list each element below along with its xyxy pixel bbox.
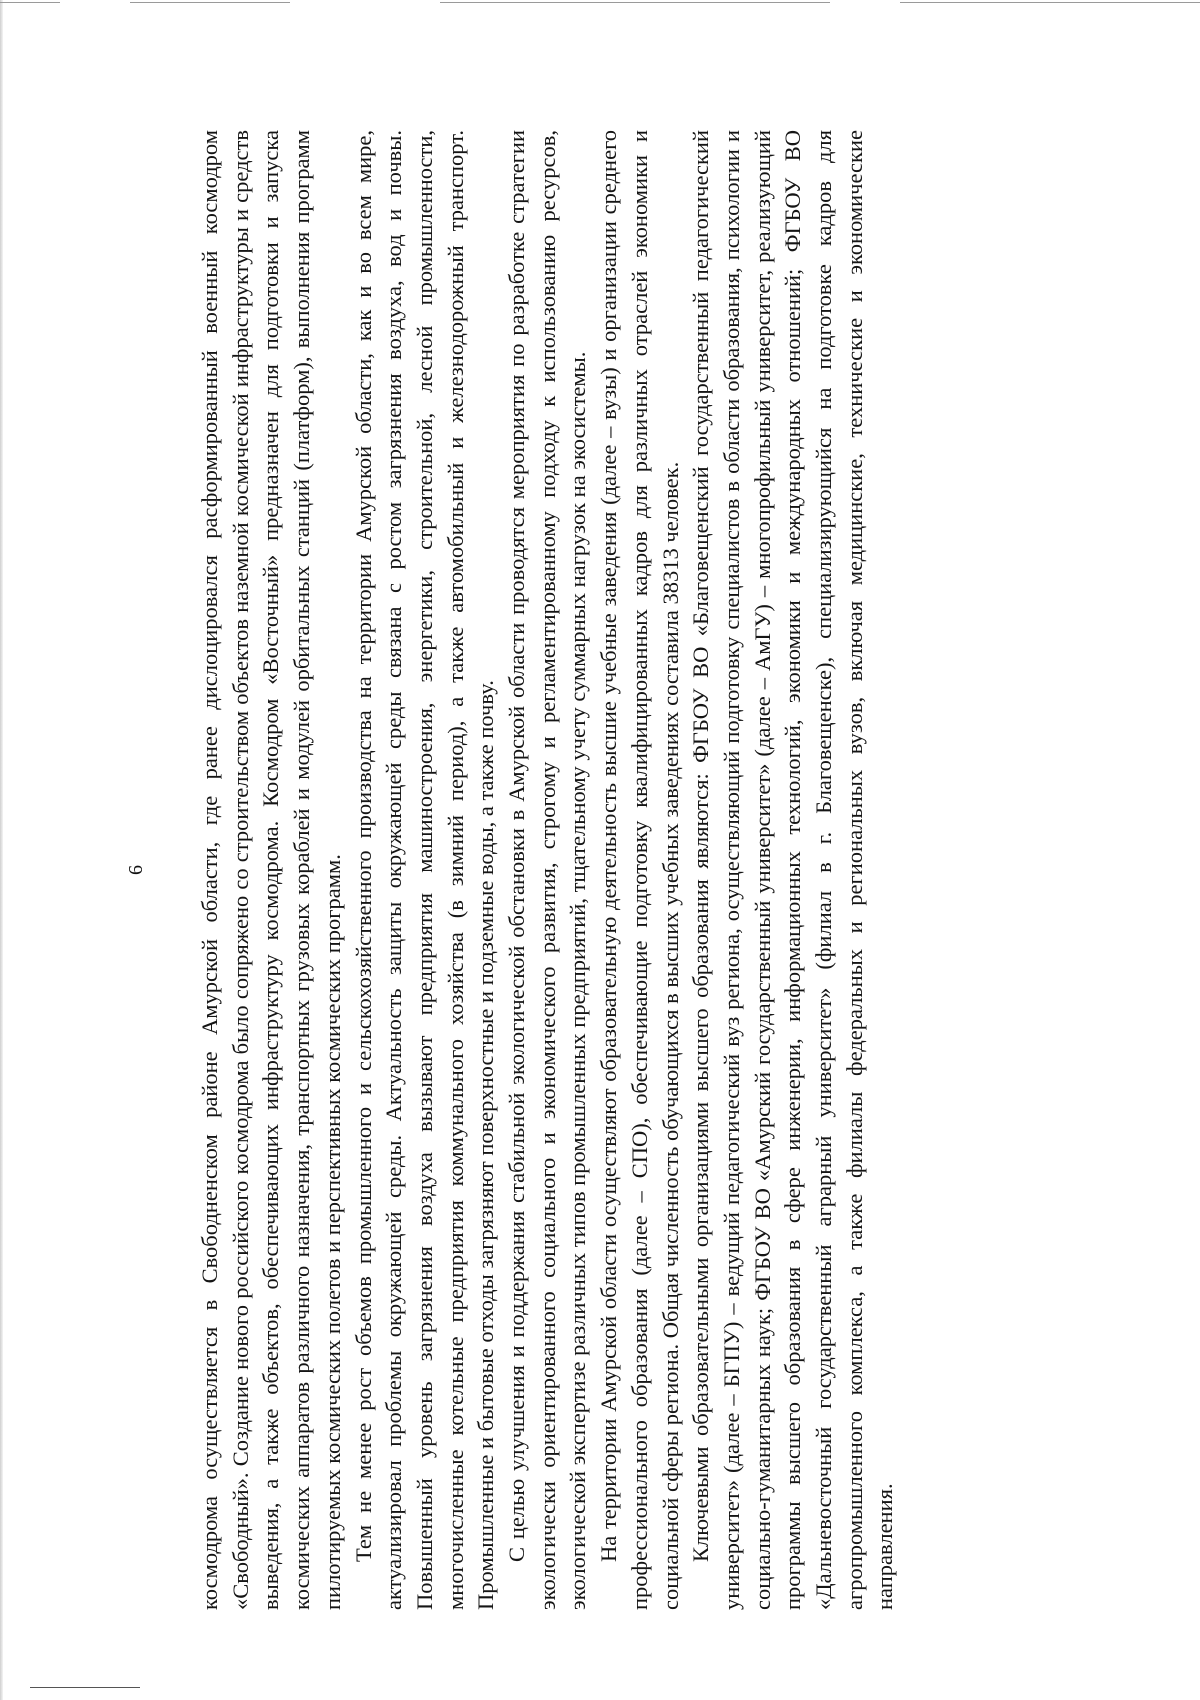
scan-artifact xyxy=(30,1687,140,1688)
paragraph: космодрома осуществляется в Свободненском районе Амурской области, где ранее дислоцировался расформированный военный космодром «Свободный». Создание нового российского космодрома было сопряжено со строительством объектов наземной космической инфраструктуры и средств выведения, а также объектов, обеспечивающих инфраструктуру космодрома. Космодром «Восточный» предназначен для подготовки и запуска космических аппаратов различного назначения, транспортных грузовых кораблей и модулей орбитальных станций (платформ), выполнения программ пилотируемых космических полетов и перспективных космических программ. xyxy=(197,130,345,1610)
paragraph: Тем не менее рост объемов промышленного и сельскохозяйственного производства на территории Амурской области, как и во всем мире, актуализировал проблемы окружающей среды. Актуальность защиты окружающей среды связана с ростом загрязнения воздуха, вод и почвы. Повышенный уровень загрязнения воздуха вызывают предприятия машиностроения, энергетики, строительной, лесной промышленности, многочисленные котельные предприятия коммунального хозяйства (в зимний период), а также автомобильный и железнодорожный транспорт. Промышленные и бытовые отходы загрязняют поверхностные и подземные воды, а также почву. xyxy=(350,130,499,1610)
scan-edge xyxy=(0,0,3,1700)
page-number: 6 xyxy=(125,865,147,875)
paragraph: На территории Амурской области осуществляют образовательную деятельность высшие учебные заведения (далее – вузы) и организации среднего профессионального образования (далее – СПО), обеспечивающие подготовку квалифицированных кадров для различных отраслей экономики и социальной сферы региона. Общая численность обучающихся в высших учебных заведениях составила 38313 человек. xyxy=(596,130,683,1610)
scan-artifact xyxy=(130,2,290,3)
document-body xyxy=(195,130,901,1610)
rotated-text-block xyxy=(125,130,985,1610)
scan-artifact xyxy=(900,2,1200,3)
paragraph: С целью улучшения и поддержания стабильной экологической обстановки в Амурской области проводятся мероприятия по разработке стратегии экологически ориентированного социального и экономического развития, строгому и регламентированному подходу к использованию ресурсов, экологической экспертизе различных типов промышленных предприятий, тщательному учету суммарных нагрузок на экосистемы. xyxy=(504,130,591,1610)
scan-artifact xyxy=(0,2,60,3)
scan-artifact xyxy=(440,2,830,3)
paragraph: Ключевыми образовательными организациями высшего образования являются: ФГБОУ ВО «Благовещенский государственный педагогический университет» (далее – БГПУ) – ведущий педагогический вуз региона, осуществляющий подготовку специалистов в области образования, психологии и социально-гуманитарных наук; ФГБОУ ВО «Амурский государственный университет» (далее – АмГУ) – многопрофильный университет, реализующий программы высшего образования в сфере инженерии, информационных технологий, экономики и международных отношений; ФГБОУ ВО «Дальневосточный государственный аграрный университет» (филиал в г. Благовещенске), специализирующийся на подготовке кадров для агропромышленного комплекса, а также филиалы федеральных и региональных вузов, включая медицинские, технические и экономические направления. xyxy=(688,130,898,1610)
